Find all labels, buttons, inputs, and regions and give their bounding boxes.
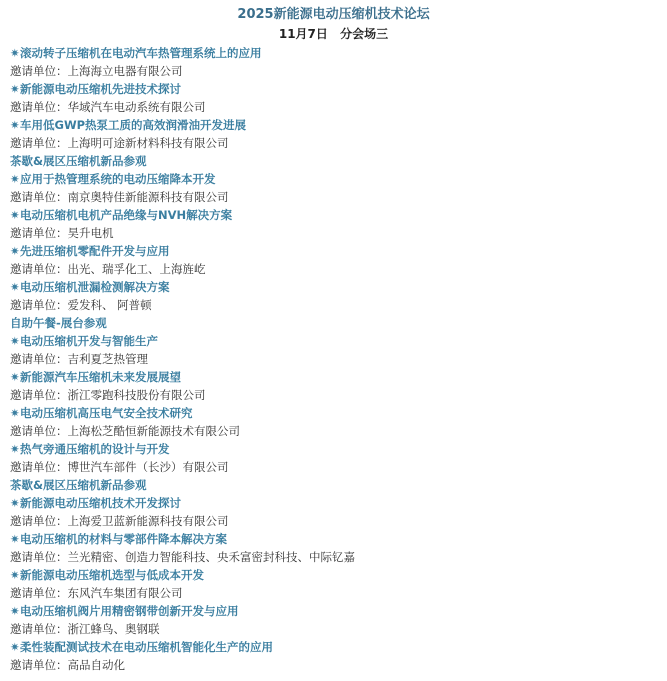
agenda-topic <box>10 530 660 548</box>
bullet-star-icon: ✷ <box>10 46 20 60</box>
org-prefix: 邀请单位： <box>10 622 68 636</box>
org-prefix: 邀请单位： <box>10 262 68 276</box>
bullet-star-icon: ✷ <box>10 280 20 294</box>
session-date: 11月7日 <box>278 27 328 41</box>
org-prefix: 邀请单位： <box>10 226 68 240</box>
bullet-star-icon: ✷ <box>10 334 20 348</box>
org-name: 出光、瑞孚化工、上海旌屹 <box>67 262 206 276</box>
org-prefix: 邀请单位： <box>10 550 68 564</box>
org-prefix: 邀请单位： <box>10 136 68 150</box>
org-prefix: 邀请单位： <box>10 586 68 600</box>
bullet-star-icon: ✷ <box>10 442 20 456</box>
bullet-star-icon: ✷ <box>10 532 20 546</box>
agenda-topic <box>10 206 660 224</box>
org-name: 吉利夏芝热管理 <box>67 352 148 366</box>
org-name: 上海爱卫蓝新能源科技有限公司 <box>67 514 229 528</box>
org-prefix: 邀请单位： <box>10 460 68 474</box>
org-name: 爱发科、 阿普顿 <box>67 298 152 312</box>
agenda-org <box>10 386 660 404</box>
topic-title: 滚动转子压缩机在电动汽车热管理系统上的应用 <box>20 46 262 60</box>
org-name: 东风汽车集团有限公司 <box>67 586 183 600</box>
agenda-break: 茶歇&展区压缩机新品参观 <box>10 154 147 168</box>
agenda-org <box>10 584 660 602</box>
topic-title: 电动压缩机高压电气安全技术研究 <box>20 406 193 420</box>
bullet-star-icon: ✷ <box>10 244 20 258</box>
org-name: 高品自动化 <box>67 658 125 672</box>
topic-title: 新能源电动压缩机先进技术探讨 <box>20 82 181 96</box>
bullet-star-icon: ✷ <box>10 172 20 186</box>
agenda-topic <box>10 116 660 134</box>
bullet-star-icon: ✷ <box>10 370 20 384</box>
agenda-break: 自助午餐-展台参观 <box>10 316 107 330</box>
org-name: 浙江蜂鸟、奥钢联 <box>67 622 160 636</box>
org-name: 昊升电机 <box>67 226 114 240</box>
org-prefix: 邀请单位： <box>10 64 68 78</box>
org-name: 上海海立电器有限公司 <box>67 64 183 78</box>
agenda-topic <box>10 566 660 584</box>
org-name: 上海松芝酷恒新能源技术有限公司 <box>67 424 240 438</box>
agenda-org <box>10 134 660 152</box>
topic-title: 电动压缩机开发与智能生产 <box>20 334 158 348</box>
topic-title: 先进压缩机零配件开发与应用 <box>20 244 170 258</box>
agenda-topic <box>10 494 660 512</box>
bullet-star-icon: ✷ <box>10 568 20 582</box>
agenda-topic <box>10 242 660 260</box>
agenda-org <box>10 260 660 278</box>
agenda-topic <box>10 44 660 62</box>
org-prefix: 邀请单位： <box>10 658 68 672</box>
agenda-topic <box>10 368 660 386</box>
agenda-org <box>10 98 660 116</box>
agenda-break: 茶歇&展区压缩机新品参观 <box>10 478 147 492</box>
bullet-star-icon: ✷ <box>10 640 20 654</box>
org-prefix: 邀请单位： <box>10 190 68 204</box>
agenda-org <box>10 458 660 476</box>
agenda-org <box>10 224 660 242</box>
topic-title: 热气旁通压缩机的设计与开发 <box>20 442 170 456</box>
topic-title: 柔性装配测试技术在电动压缩机智能化生产的应用 <box>20 640 273 654</box>
agenda-topic <box>10 80 660 98</box>
org-name: 浙江零跑科技股份有限公司 <box>67 388 206 402</box>
agenda-org <box>10 656 660 674</box>
topic-title: 应用于热管理系统的电动压缩降本开发 <box>20 172 216 186</box>
agenda-org <box>10 548 660 566</box>
topic-title: 电动压缩机泄漏检测解决方案 <box>20 280 170 294</box>
org-prefix: 邀请单位： <box>10 100 68 114</box>
forum-title: 2025新能源电动压缩机技术论坛 <box>237 7 430 22</box>
topic-title: 电动压缩机阀片用精密钢带创新开发与应用 <box>20 604 239 618</box>
agenda-org <box>10 350 660 368</box>
topic-title: 电动压缩机的材料与零部件降本解决方案 <box>20 532 227 546</box>
topic-title: 新能源汽车压缩机未来发展展望 <box>20 370 181 384</box>
bullet-star-icon: ✷ <box>10 406 20 420</box>
org-name: 上海明可途新材料科技有限公司 <box>67 136 229 150</box>
agenda-org <box>10 188 660 206</box>
session-venue: 分会场三 <box>340 27 389 41</box>
org-name: 兰光精密、创造力智能科技、央禾富密封科技、中际钇嘉 <box>67 550 355 564</box>
org-prefix: 邀请单位： <box>10 388 68 402</box>
agenda-topic <box>10 602 660 620</box>
bullet-star-icon: ✷ <box>10 118 20 132</box>
agenda-org <box>10 512 660 530</box>
topic-title: 电动压缩机电机产品绝缘与NVH解决方案 <box>20 208 233 222</box>
org-prefix: 邀请单位： <box>10 514 68 528</box>
bullet-star-icon: ✷ <box>10 496 20 510</box>
agenda-topic <box>10 404 660 422</box>
agenda-list <box>10 44 660 674</box>
org-prefix: 邀请单位： <box>10 424 68 438</box>
agenda-topic <box>10 278 660 296</box>
org-name: 华域汽车电动系统有限公司 <box>67 100 206 114</box>
org-prefix: 邀请单位： <box>10 352 68 366</box>
org-prefix: 邀请单位： <box>10 298 68 312</box>
org-name: 南京奥特佳新能源科技有限公司 <box>67 190 229 204</box>
bullet-star-icon: ✷ <box>10 82 20 96</box>
topic-title: 新能源电动压缩机选型与低成本开发 <box>20 568 204 582</box>
topic-title: 车用低GWP热泵工质的高效润滑油开发进展 <box>20 118 247 132</box>
topic-title: 新能源电动压缩机技术开发探讨 <box>20 496 181 510</box>
agenda-org <box>10 296 660 314</box>
agenda-topic <box>10 638 660 656</box>
bullet-star-icon: ✷ <box>10 208 20 222</box>
bullet-star-icon: ✷ <box>10 604 20 618</box>
agenda-org <box>10 422 660 440</box>
agenda-org <box>10 620 660 638</box>
agenda-topic <box>10 332 660 350</box>
agenda-org <box>10 62 660 80</box>
agenda-topic <box>10 170 660 188</box>
org-name: 博世汽车部件（长沙）有限公司 <box>67 460 229 474</box>
session-subtitle <box>0 26 667 43</box>
agenda-topic <box>10 440 660 458</box>
